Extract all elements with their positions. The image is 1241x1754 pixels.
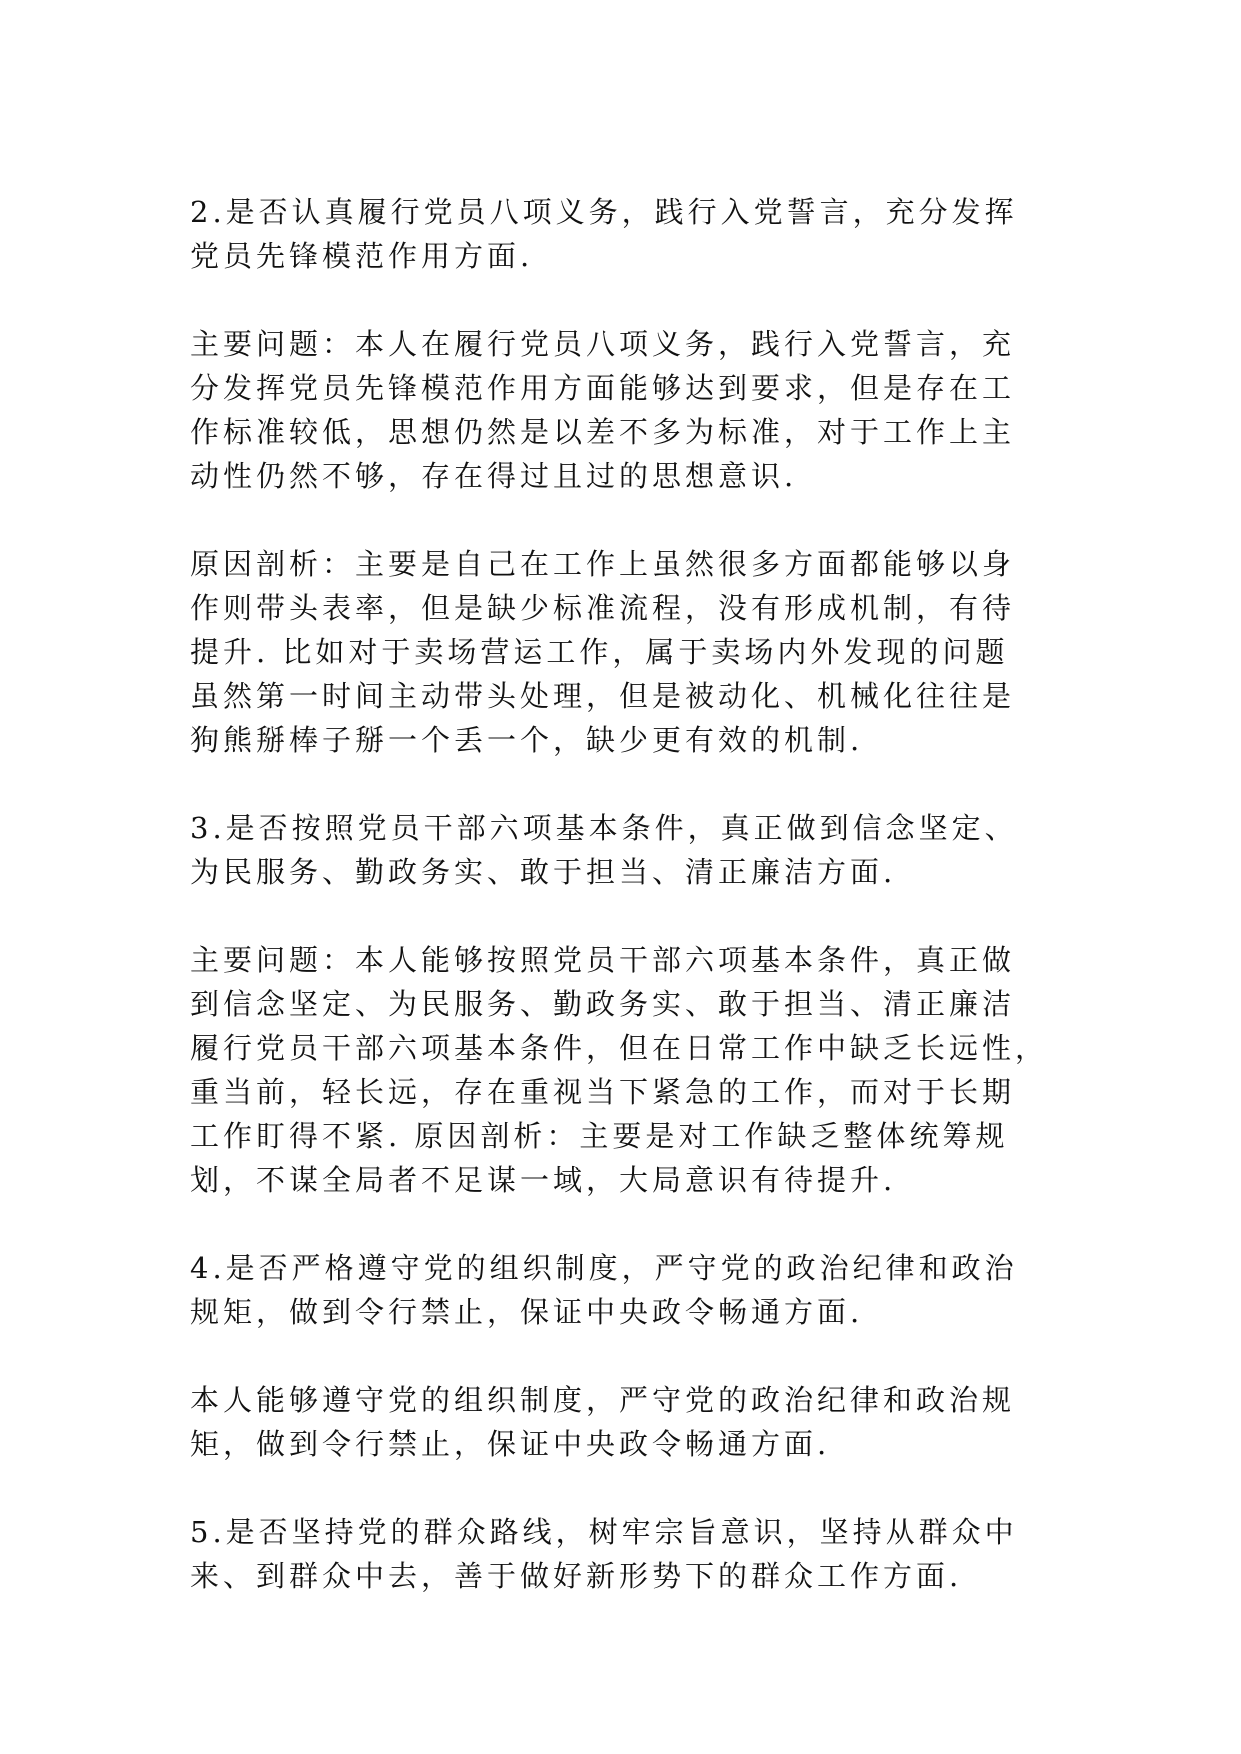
paragraph-cause-analysis-1 (190, 542, 1030, 762)
text-line: 3.是否按照党员干部六项基本条件，真正做到信念坚定、 (190, 811, 1018, 845)
text-line: 狗熊掰棒子掰一个丢一个，缺少更有效的机制. (190, 723, 864, 757)
text-line: 分发挥党员先锋模范作用方面能够达到要求，但是存在工 (190, 371, 1016, 405)
document-body (190, 190, 1049, 1642)
text-line: 规矩，做到令行禁止，保证中央政令畅通方面. (190, 1295, 864, 1329)
text-line: 提升. 比如对于卖场营运工作，属于卖场内外发现的问题 (190, 635, 1009, 669)
text-line: 划，不谋全局者不足谋一域，大局意识有待提升. (190, 1163, 897, 1197)
text-line: 履行党员干部六项基本条件，但在日常工作中缺乏长远性， (190, 1031, 1049, 1065)
paragraph-item-4-response (190, 1378, 1030, 1466)
text-line: 动性仍然不够，存在得过且过的思想意识. (190, 459, 798, 493)
text-line: 作则带头表率，但是缺少标准流程，没有形成机制，有待 (190, 591, 1016, 625)
text-line: 4.是否严格遵守党的组织制度，严守党的政治纪律和政治 (190, 1251, 1018, 1285)
text-line: 为民服务、勤政务实、敢于担当、清正廉洁方面. (190, 855, 897, 889)
text-line: 工作盯得不紧. 原因剖析：主要是对工作缺乏整体统筹规 (190, 1119, 1009, 1153)
paragraph-main-problem-1 (190, 322, 1030, 498)
text-line: 虽然第一时间主动带头处理，但是被动化、机械化往往是 (190, 679, 1016, 713)
paragraph-item-3-heading (190, 806, 1030, 894)
text-line: 来、到群众中去，善于做好新形势下的群众工作方面. (190, 1559, 963, 1593)
text-line: 党员先锋模范作用方面. (190, 239, 534, 273)
text-line: 主要问题：本人能够按照党员干部六项基本条件，真正做 (190, 943, 1016, 977)
paragraph-main-problem-2 (190, 938, 1049, 1202)
text-line: 2.是否认真履行党员八项义务，践行入党誓言，充分发挥 (190, 195, 1018, 229)
text-line: 5.是否坚持党的群众路线，树牢宗旨意识，坚持从群众中 (190, 1515, 1018, 1549)
paragraph-item-2-heading (190, 190, 1030, 278)
text-line: 到信念坚定、为民服务、勤政务实、敢于担当、清正廉洁 (190, 987, 1016, 1021)
paragraph-item-4-heading (190, 1246, 1030, 1334)
text-line: 作标准较低，思想仍然是以差不多为标准，对于工作上主 (190, 415, 1016, 449)
text-line: 本人能够遵守党的组织制度，严守党的政治纪律和政治规 (190, 1383, 1016, 1417)
text-line: 重当前，轻长远，存在重视当下紧急的工作，而对于长期 (190, 1075, 1016, 1109)
text-line: 原因剖析：主要是自己在工作上虽然很多方面都能够以身 (190, 547, 1016, 581)
text-line: 矩，做到令行禁止，保证中央政令畅通方面. (190, 1427, 831, 1461)
text-line: 主要问题：本人在履行党员八项义务，践行入党誓言，充 (190, 327, 1016, 361)
paragraph-item-5-heading (190, 1510, 1030, 1598)
